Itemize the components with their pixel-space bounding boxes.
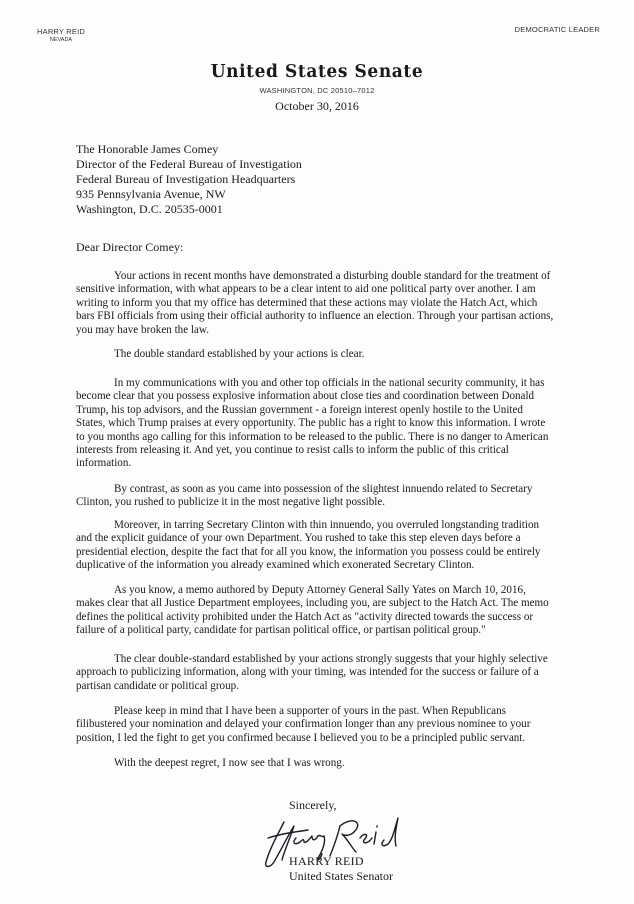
recipient-address (76, 142, 302, 217)
body-paragraph: The double standard established by your actions is clear. (114, 348, 365, 360)
signatory-title: United States Senator (289, 869, 393, 883)
body-paragraph: The clear double-standard established by your actions strongly suggests that your highly selective approach to publicizing information, along with your timing, was intended for the success or failure of a partisan candidate or political group. (76, 653, 548, 692)
letterhead-address: WASHINGTON, DC 20510–7012 (259, 86, 375, 95)
recipient-line: The Honorable James Comey (76, 142, 219, 156)
sender-title: DEMOCRATIC LEADER (514, 25, 600, 34)
body-paragraph: Moreover, in tarring Secretary Clinton with thin innuendo, you overruled longstanding tradition and the explicit guidance of your own Department. You rushed to take this step eleven days before a presidential election, despite the fact that for all you know, the information you possess could be entirely duplicative of the information you already examined which exonerated Secretary Clinton. (76, 519, 541, 572)
salutation: Dear Director Comey: (76, 240, 184, 254)
body-paragraph: In my communications with you and other top officials in the national security community, it has become clear that you possess explosive information about close ties and coordination between Donald Trump, his top advisors, and the Russian government - a foreign interest openly hostile to the United States, which Trump praises at every opportunity. The public has a right to know this information. I wrote to you months ago calling for this information to be released to the public. There is no danger to American interests from releasing it. And yet, you continue to resist calls to inform the public of this critical information. (76, 377, 549, 470)
body-paragraph: With the deepest regret, I now see that I was wrong. (114, 757, 345, 769)
body-paragraph: As you know, a memo authored by Deputy Attorney General Sally Yates on March 10, 2016, makes clear that all Justice Department employees, including you, are subject to the Hatch Act. The memo defines the political activity prohibited under the Hatch Act as "activity directed towards the success or failure of a political party, candidate for partisan political office, or partisan political group." (76, 584, 549, 637)
recipient-line: Federal Bureau of Investigation Headquarters (76, 171, 296, 186)
body-paragraph: Please keep in mind that I have been a supporter of yours in the past. When Republicans filibustered your nomination and delayed your confirmation longer than any previous nominee to your position, I led the fight to get you confirmed because I believed you to be a principled public servant. (76, 705, 531, 744)
sender-state: NEVADA (49, 37, 73, 43)
body-paragraph: Your actions in recent months have demonstrated a disturbing double standard for the treatment of sensitive information, with what appears to be a clear intent to aid one political party over another. I am writing to inform you that my office has determined that these actions may violate the Hatch Act, which bars FBI officials from using their official authority to influence an election. Through your partisan actions, you may have broken the law. (76, 270, 554, 336)
body-paragraph: By contrast, as soon as you came into possession of the slightest innuendo related to Secretary Clinton, you rushed to publicize it in the most negative light possible. (76, 483, 533, 509)
closing: Sincerely, (289, 798, 337, 812)
letterhead-title: United States Senate (210, 61, 424, 83)
sender-name: HARRY REID (37, 27, 85, 36)
signatory-name: HARRY REID (289, 854, 364, 868)
recipient-line: 935 Pennsylvania Avenue, NW (76, 186, 226, 201)
recipient-line: Director of the Federal Bureau of Investigation (76, 156, 302, 171)
sender-block (30, 27, 92, 43)
recipient-line: Washington, D.C. 20535-0001 (76, 201, 223, 216)
letter-date: October 30, 2016 (275, 99, 359, 113)
